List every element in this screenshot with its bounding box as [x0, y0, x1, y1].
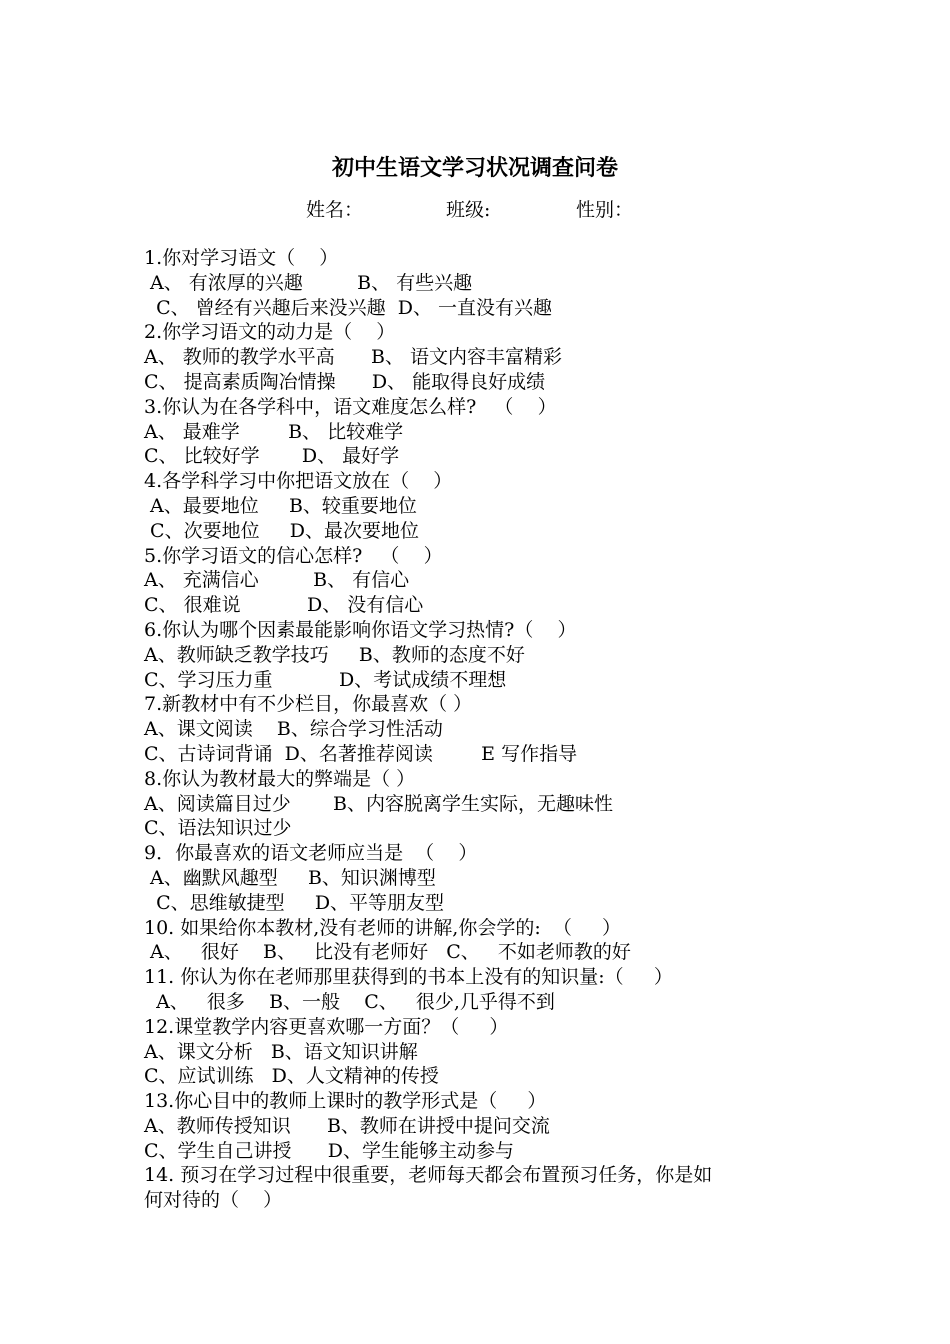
option-line: C、语法知识过少	[144, 817, 292, 840]
student-info-row	[306, 196, 633, 224]
option-line: C、 很难说 D、 没有信心	[144, 594, 424, 617]
question-text: 何对待的（ ）	[144, 1189, 283, 1212]
question-text: 12.课堂教学内容更喜欢哪一方面？（ ）	[144, 1015, 509, 1038]
option-line: A、教师缺乏教学技巧 B、教师的态度不好	[144, 643, 525, 666]
question-text: 14. 预习在学习过程中很重要，老师每天都会布置预习任务，你是如	[144, 1164, 713, 1187]
option-line: A、课文阅读 B、综合学习性活动	[144, 718, 443, 741]
option-line: C、思维敏捷型 D、平等朋友型	[144, 891, 445, 914]
option-line: A、 很多 B、一般 C、 很少,几乎得不到	[144, 990, 555, 1013]
option-line: A、 教师的教学水平高 B、 语文内容丰富精彩	[144, 346, 563, 369]
question-text: 8.你认为教材最大的弊端是（ ）	[144, 767, 416, 790]
gender-label: 性别：	[576, 199, 634, 221]
option-line: C、古诗词背诵 D、名著推荐阅读 E 写作指导	[144, 742, 578, 765]
question-text: 5.你学习语文的信心怎样? （ ）	[144, 544, 443, 567]
question-list	[144, 246, 814, 1213]
question-text: 1.你对学习语文（ ）	[144, 247, 339, 269]
question-text: 7.新教材中有不少栏目，你最喜欢（ ）	[144, 693, 473, 716]
name-label: 姓名：	[306, 199, 364, 221]
question-text: 11. 你认为你在老师那里获得到的书本上没有的知识量:（ ）	[144, 966, 673, 989]
option-line: A、课文分析 B、语文知识讲解	[144, 1040, 418, 1063]
option-line: C、 曾经有兴趣后来没兴趣 D、 一直没有兴趣	[144, 296, 553, 319]
question-text: 10. 如果给你本教材,没有老师的讲解,你会学的: （ ）	[144, 916, 622, 939]
option-line: A、阅读篇目过少 B、内容脱离学生实际，无趣味性	[144, 792, 613, 815]
question-text: 6.你认为哪个因素最能影响你语文学习热情?（ ）	[144, 618, 577, 641]
question-text: 13.你心目中的教师上课时的教学形式是（ ）	[144, 1090, 547, 1113]
option-line: A、 充满信心 B、 有信心	[144, 569, 410, 592]
question-text: 4.各学科学习中你把语文放在（ ）	[144, 470, 453, 493]
option-line: A、 很好 B、 比没有老师好 C、 不如老师教的好	[144, 941, 631, 964]
document-title: 初中生语文学习状况调查问卷	[331, 155, 618, 181]
option-line: C、次要地位 D、最次要地位	[144, 519, 420, 542]
option-line: A、幽默风趣型 B、知识渊博型	[144, 866, 436, 889]
option-line: A、 有浓厚的兴趣 B、 有些兴趣	[144, 271, 473, 294]
option-line: C、 提高素质陶冶情操 D、 能取得良好成绩	[144, 370, 546, 393]
option-line: A、教师传授知识 B、教师在讲授中提问交流	[144, 1114, 550, 1137]
option-line: A、最要地位 B、较重要地位	[144, 494, 417, 517]
option-line: C、学生自己讲授 D、学生能够主动参与	[144, 1139, 515, 1162]
option-line: C、学习压力重 D、考试成绩不理想	[144, 668, 507, 691]
option-line: C、应试训练 D、人文精神的传授	[144, 1065, 439, 1088]
class-label: 班级:	[446, 199, 491, 221]
option-line: A、 最难学 B、 比较难学	[144, 420, 404, 443]
question-text: 2.你学习语文的动力是（ ）	[144, 321, 396, 344]
option-line: C、 比较好学 D、 最好学	[144, 445, 400, 468]
question-text: 3.你认为在各学科中，语文难度怎么样? （ ）	[144, 395, 557, 418]
question-text: 9．你最喜欢的语文老师应当是 （ ）	[144, 842, 478, 865]
